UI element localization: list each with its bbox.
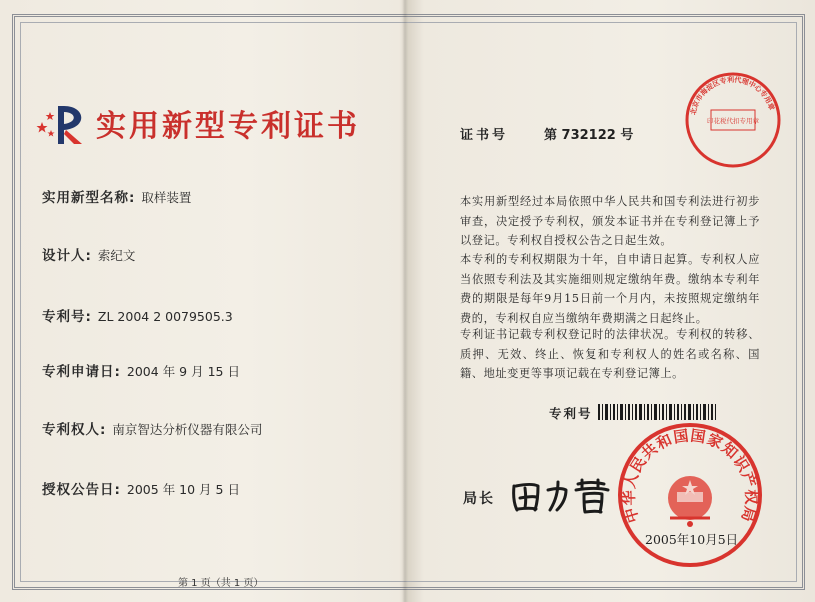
director-label: 局长 [463, 491, 495, 507]
field-value: ZL 2004 2 0079505.3 [97, 309, 233, 324]
field-utility-name [42, 186, 191, 206]
field-patent-number [42, 305, 233, 325]
field-value: 2004 年 9 月 15 日 [126, 364, 240, 379]
patent-office-logo-icon [34, 100, 90, 150]
certificate-number [460, 124, 633, 143]
director-signature [508, 472, 618, 520]
field-designer [42, 244, 135, 264]
issue-date: 2005年10月5日 [645, 532, 739, 547]
field-application-date [42, 360, 240, 380]
field-label: 专利申请日: [42, 364, 121, 380]
field-grant-date [42, 478, 240, 498]
page-footer: 第 1 页（共 1 页） [178, 578, 264, 589]
field-value: 南京智达分析仪器有限公司 [112, 422, 263, 437]
paragraph-term: 本专利的专利权期限为十年，自申请日起算。专利权人应当依照专利法及其实施细则规定缴纳年费。缴纳本专利年费的期限是每年9月15日前一个月内，未按照规定缴纳年费的，专利权自应当缴纳年费期满之日起终止。 [460, 253, 760, 325]
patent-number-label: 专利号 [549, 406, 593, 421]
center-fold [402, 0, 408, 602]
paragraph-grant: 本实用新型经过本局依照中华人民共和国专利法进行初步审查，决定授予专利权，颁发本证书并在专利登记簿上予以登记。专利权自授权公告之日起生效。 [460, 195, 760, 247]
official-seal-text: 中华人民共和国国家知识产权局 [619, 426, 761, 525]
field-value: 2005 年 10 月 5 日 [126, 482, 240, 497]
paragraph-legal-status: 专利证书记载专利权登记时的法律状况。专利权的转移、质押、无效、终止、恢复和专利权人的姓名或名称、国籍、地址变更等事项记载在专利登记簿上。 [460, 328, 760, 380]
field-value: 索纪文 [97, 248, 136, 263]
national-emblem-icon [668, 476, 712, 527]
field-value: 取样装置 [141, 190, 192, 205]
certificate-number-value: 第 732122 号 [544, 128, 634, 143]
field-patentee [42, 418, 262, 438]
certificate-number-label: 证书号 [460, 128, 509, 143]
barcode-icon [598, 404, 716, 420]
agency-seal-text: 北京市海淀区专利代理中心专用章 [689, 75, 776, 116]
certificate-title: 实用新型专利证书 [96, 109, 360, 144]
field-label: 实用新型名称: [42, 190, 136, 206]
field-label: 专利权人: [42, 422, 107, 438]
field-label: 设计人: [42, 248, 92, 264]
field-label: 授权公告日: [42, 482, 121, 498]
agency-seal [683, 70, 783, 170]
agency-seal-center-text: 印花税代扣专用章 [707, 117, 759, 125]
field-label: 专利号: [42, 309, 92, 325]
